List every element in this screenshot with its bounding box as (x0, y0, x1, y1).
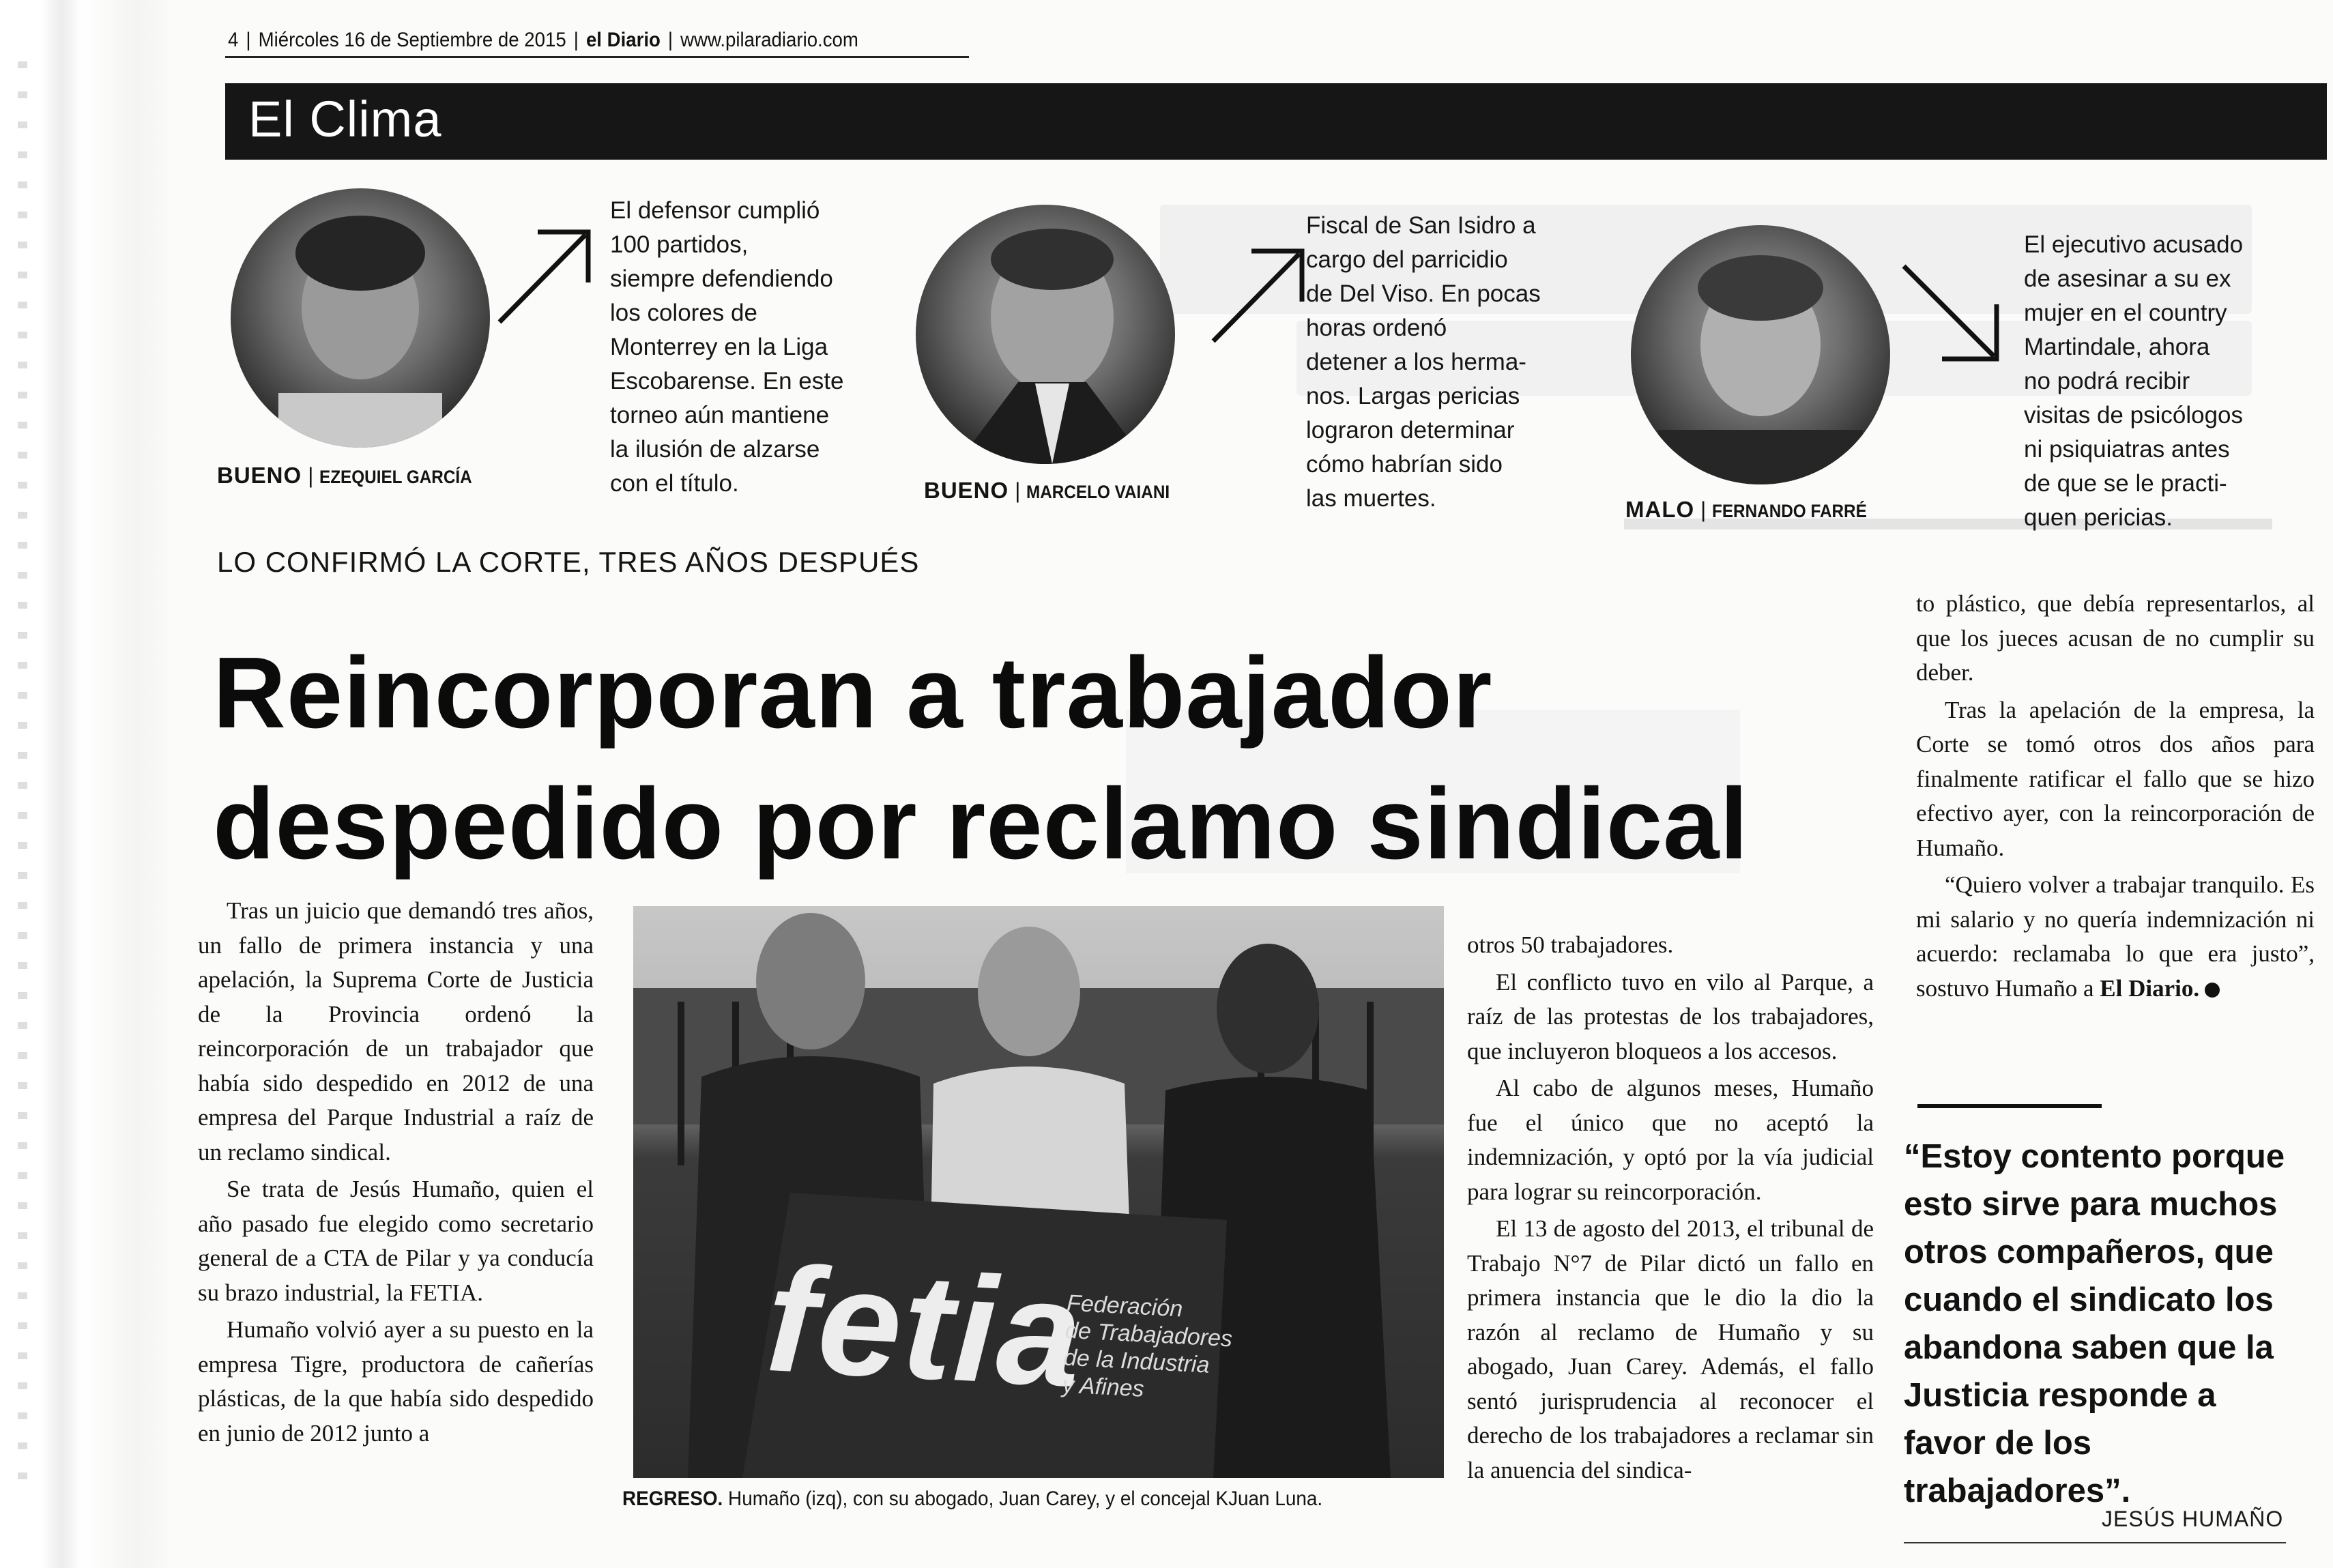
article-column-1 (198, 894, 594, 1453)
rating-label: BUENO | MARCELO VAIANI (924, 478, 1170, 503)
article-photo (633, 906, 1444, 1478)
blurb-line: horas ordenó (1306, 315, 1447, 341)
blurb-line: las muertes. (1306, 485, 1436, 512)
paragraph: Tras un juicio que demandó tres años, un fallo de primera instancia y una apelación, la Suprema Corte de Justicia de la Provincia ordenó la reincorporación de un trabajador que había sido despedido en 2012 de una empresa del Parque Industrial a raíz de un reclamo sindical. (198, 897, 594, 1165)
blurb-line: ni psiquiatras antes (2024, 436, 2230, 463)
blurb-line: mujer en el country (2024, 300, 2227, 326)
portrait-photo (231, 188, 490, 448)
pull-quote-rule (1917, 1104, 2102, 1108)
rating-name: FERNANDO FARRÉ (1712, 501, 1868, 521)
caption-text: Humaño (izq), con su abogado, Juan Carey, y el concejal KJuan Luna. (728, 1487, 1323, 1510)
portrait-photo (916, 205, 1175, 464)
paragraph: El conflicto tuvo en vilo al Parque, a raíz de las protestas de los trabajadores, que incluyeron bloqueos a los accesos. (1467, 968, 1874, 1064)
blurb-line: de asesinar a su ex (2024, 265, 2231, 292)
blurb-line: de que se le practi- (2024, 470, 2227, 497)
blurb-line: nos. Largas pericias (1306, 383, 1520, 409)
article-column-2 (1467, 928, 1874, 1490)
rating-name: MARCELO VAIANI (1026, 482, 1170, 502)
paragraph: Tras la apelación de la empresa, la Corte se tomó otros dos años para finalmente ratificar el fallo que se hizo efectivo ayer, con la reincorporación de Humaño. (1916, 696, 2315, 861)
blurb-line: detener a los herma- (1306, 349, 1526, 375)
fetia-banner (762, 1234, 1233, 1444)
blurb-line: Escobarense. En este (610, 368, 844, 394)
paragraph: Humaño volvió ayer a su puesto en la empresa Tigre, productora de cañerías plásticas, de la que había sido despedido en junio de 2012 junto a (198, 1316, 594, 1447)
rating-level: MALO (1625, 497, 1695, 522)
blurb-line: cargo del parricidio (1306, 246, 1508, 273)
article-kicker: LO CONFIRMÓ LA CORTE, TRES AÑOS DESPUÉS (217, 546, 920, 578)
banner-subtitle (1062, 1290, 1234, 1408)
blurb-line: Martindale, ahora (2024, 334, 2210, 360)
rating-name: EZEQUIEL GARCÍA (319, 467, 472, 487)
paragraph: Se trata de Jesús Humaño, quien el año pasado fue elegido como secretario general de a CTA de Pilar y ya conducía su brazo industrial, la FETIA. (198, 1176, 594, 1306)
arrow-up-right-icon (1206, 239, 1309, 348)
masthead-name: el Diario (585, 29, 661, 51)
byline-rule (1904, 1542, 2286, 1543)
folio-line: 4 | Miércoles 16 de Septiembre de 2015 | el Diario | www.pilaradiario.com (228, 29, 858, 51)
rating-label: MALO | FERNANDO FARRÉ (1625, 497, 1868, 522)
website-link[interactable]: www.pilaradiario.com (680, 29, 858, 51)
binding-holes (18, 61, 27, 1494)
caption-lead: REGRESO. (622, 1487, 723, 1510)
blurb-line: Fiscal de San Isidro a (1306, 212, 1536, 239)
paragraph: Al cabo de algunos meses, Humaño fue el único que no aceptó la indemnización, y optó por la vía judicial para lograr su reincorporación. (1467, 1075, 1874, 1205)
section-header-bar (225, 83, 2327, 160)
paragraph: otros 50 trabajadores. (1467, 931, 1674, 958)
folio-rule (225, 56, 969, 58)
arrow-up-right-icon (493, 220, 595, 329)
pull-quote-author: JESÚS HUMAÑO (2102, 1507, 2284, 1531)
banner-line: de Trabajadores (1064, 1317, 1233, 1352)
issue-date: Miércoles 16 de Septiembre de 2015 (258, 29, 566, 51)
blurb-line: los colores de (610, 300, 757, 326)
portrait-photo (1631, 225, 1890, 484)
section-title: El Clima (248, 91, 442, 147)
blurb-line: no podrá recibir (2024, 368, 2190, 394)
blurb-line: torneo aún mantiene (610, 402, 830, 429)
article-column-3 (1916, 587, 2315, 1008)
blurb-line: de Del Viso. En pocas (1306, 280, 1541, 307)
rating-level: BUENO (217, 463, 302, 488)
paragraph: to plástico, que debía representarlos, al que los jueces acusan de no cumplir su deber. (1916, 590, 2315, 686)
blurb-line: con el título. (610, 470, 739, 497)
headline-line: despedido por reclamo sindical (213, 768, 1749, 880)
blurb-line: siempre defendiendo (610, 265, 833, 292)
page-number: 4 (228, 29, 239, 51)
banner-brand: fetia (762, 1234, 1087, 1419)
rating-label: BUENO | EZEQUIEL GARCÍA (217, 463, 472, 488)
blurb-line: cómo habrían sido (1306, 451, 1503, 478)
quote-text: “Quiero volver a trabajar tranquilo. Es mi salario y no quería indemnización ni acuerdo: reclamaba lo que era justo”, sostuvo Humaño a (1916, 871, 2315, 1002)
end-mark-icon (2205, 983, 2220, 998)
blurb-line: quen pericias. (2024, 504, 2173, 531)
article-headline (213, 628, 1749, 890)
blurb-line: la ilusión de alzarse (610, 436, 820, 463)
photo-caption (622, 1487, 1322, 1511)
blurb-line: 100 partidos, (610, 231, 749, 258)
blurb-line: El ejecutivo acusado (2024, 231, 2244, 258)
climate-blurb (1306, 209, 1593, 516)
banner-line: y Afines (1062, 1371, 1145, 1402)
paragraph (1916, 868, 2315, 1006)
blurb-line: El defensor cumplió (610, 197, 820, 224)
climate-blurb (610, 194, 897, 501)
rating-level: BUENO (924, 478, 1009, 503)
arrow-down-right-icon (1897, 259, 2006, 368)
banner-line: Federación (1066, 1290, 1184, 1322)
blurb-line: lograron determinar (1306, 417, 1515, 444)
banner-line: de la Industria (1063, 1344, 1211, 1378)
blurb-line: Monterrey en la Liga (610, 334, 828, 360)
pull-quote: “Estoy contento porque esto sirve para muchos otros compañeros, que cuando el sindicato los abandona saben que la Justicia responde a favor de los trabajadores”. (1904, 1138, 2285, 1509)
climate-blurb (2024, 228, 2310, 535)
paper-name: El Diario. (2100, 974, 2200, 1002)
paragraph: El 13 de agosto del 2013, el tribunal de Trabajo N°7 de Pilar dictó un fallo en primera instancia que le dio la dio la razón al reclamo de Humaño y su abogado, Juan Carey. Además, el fallo sentó jurisprudencia al reconocer el derecho de los trabajadores a reclamar sin la anuencia del sindica- (1467, 1215, 1874, 1483)
headline-line: Reincorporan a trabajador (213, 637, 1493, 749)
blurb-line: visitas de psicólogos (2024, 402, 2243, 429)
